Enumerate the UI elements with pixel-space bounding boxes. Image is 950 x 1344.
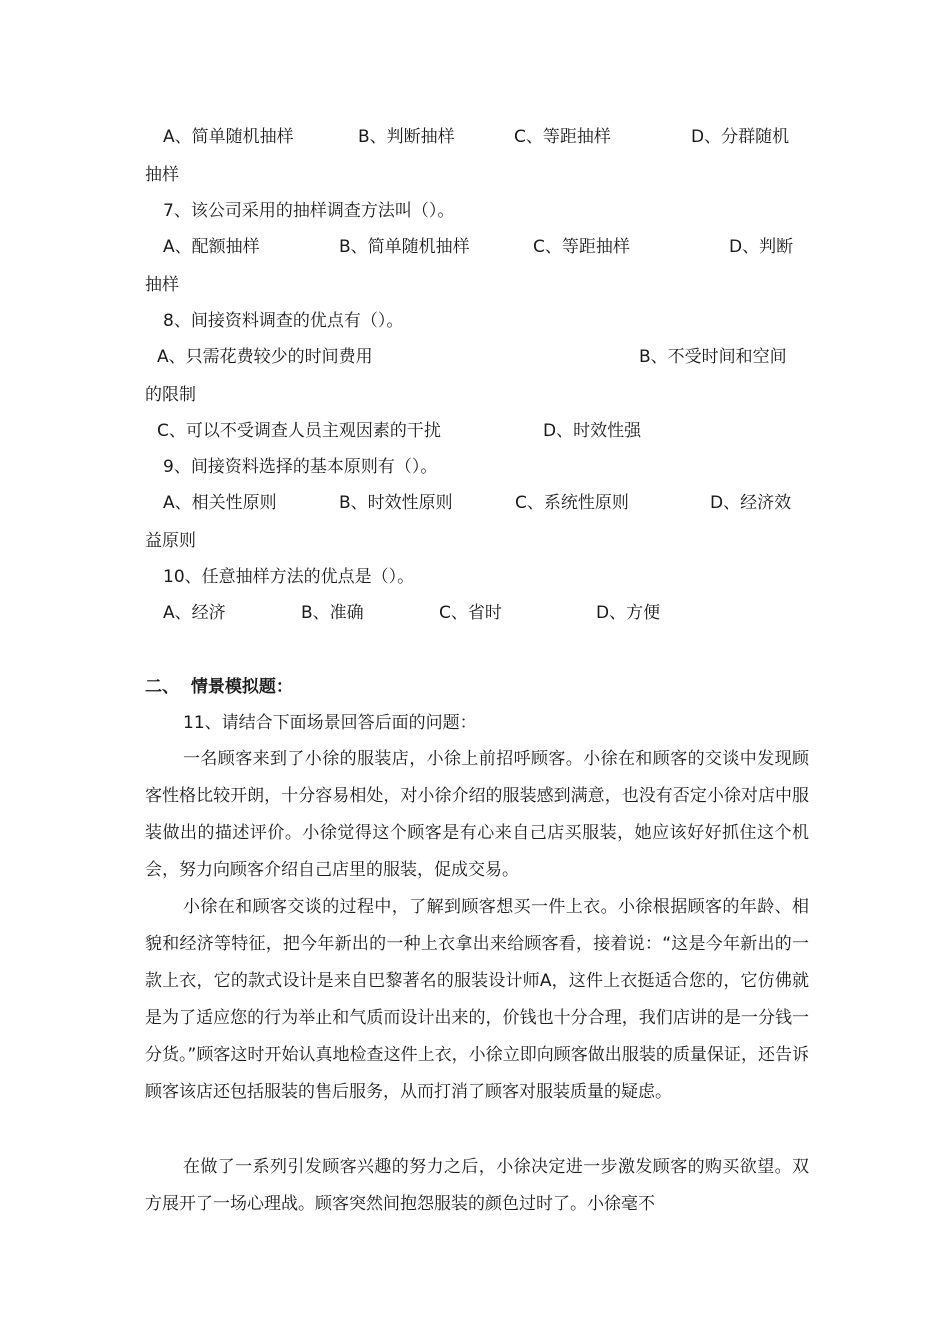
q8-option-b-continued: 的限制	[145, 385, 196, 405]
q9-option-c: C、系统性原则	[515, 493, 629, 513]
q10-option-b: B、准确	[301, 603, 364, 623]
q6-option-c: C、等距抽样	[514, 127, 611, 147]
q10-option-c: C、省时	[439, 603, 502, 623]
q8-option-c: C、可以不受调查人员主观因素的干扰	[157, 421, 441, 441]
q8-option-b: B、不受时间和空间	[639, 347, 787, 367]
q10-option-d: D、方便	[596, 603, 661, 623]
q9-option-b: B、时效性原则	[339, 493, 453, 513]
q7-option-d-continued: 抽样	[145, 275, 179, 295]
q9-option-a: A、相关性原则	[163, 493, 277, 513]
q8-option-d: D、时效性强	[543, 421, 642, 441]
q9-option-d-continued: 益原则	[145, 531, 196, 551]
q9-option-d: D、经济效	[710, 493, 792, 513]
q8-stem: 8、间接资料调查的优点有（）。	[163, 311, 404, 331]
q9-stem: 9、间接资料选择的基本原则有（）。	[163, 457, 438, 477]
q11-stem: 11、请结合下面场景回答后面的问题：	[183, 713, 477, 733]
q6-option-d-continued: 抽样	[145, 165, 179, 185]
q10-stem: 10、任意抽样方法的优点是（）。	[163, 567, 415, 587]
q6-option-a: A、简单随机抽样	[163, 127, 294, 147]
q6-option-b: B、判断抽样	[358, 127, 455, 147]
q10-option-a: A、经济	[163, 603, 226, 623]
scenario-paragraph-3: 在做了一系列引发顾客兴趣的努力之后，小徐决定进一步激发顾客的购买欲望。双方展开了一场心理战。顾客突然间抱怨服装的颜色过时了。小徐毫不	[145, 1157, 809, 1214]
q8-option-a: A、只需花费较少的时间费用	[157, 347, 373, 367]
q7-option-b: B、简单随机抽样	[339, 237, 470, 257]
q6-option-d: D、分群随机	[691, 127, 790, 147]
q7-stem: 7、该公司采用的抽样调查方法叫（）。	[163, 201, 455, 221]
q7-option-c: C、等距抽样	[533, 237, 630, 257]
q7-option-a: A、配额抽样	[163, 237, 260, 257]
section-heading: 二、 情景模拟题：	[145, 677, 293, 697]
scenario-paragraph-2: 小徐在和顾客交谈的过程中，了解到顾客想买一件上衣。小徐根据顾客的年龄、相貌和经济等特征，把今年新出的一种上衣拿出来给顾客看，接着说：“这是今年新出的一款上衣，它的款式设计是来自巴黎著名的服装设计师A，这件上衣挺适合您的，它仿佛就是为了适应您的行为举止和气质而设计出来的，价钱也十分合理，我们店讲的是一分钱一分货。”顾客这时开始认真地检查这件上衣，小徐立即向顾客做出服装的质量保证，还告诉顾客该店还包括服装的售后服务，从而打消了顾客对服装质量的疑虑。	[145, 897, 809, 1102]
q7-option-d: D、判断	[729, 237, 794, 257]
scenario-paragraph-1: 一名顾客来到了小徐的服装店，小徐上前招呼顾客。小徐在和顾客的交谈中发现顾客性格比较开朗，十分容易相处，对小徐介绍的服装感到满意，也没有否定小徐对店中服装做出的描述评价。小徐觉得这个顾客是有心来自己店买服装，她应该好好抓住这个机会，努力向顾客介绍自己店里的服装，促成交易。	[145, 749, 809, 880]
